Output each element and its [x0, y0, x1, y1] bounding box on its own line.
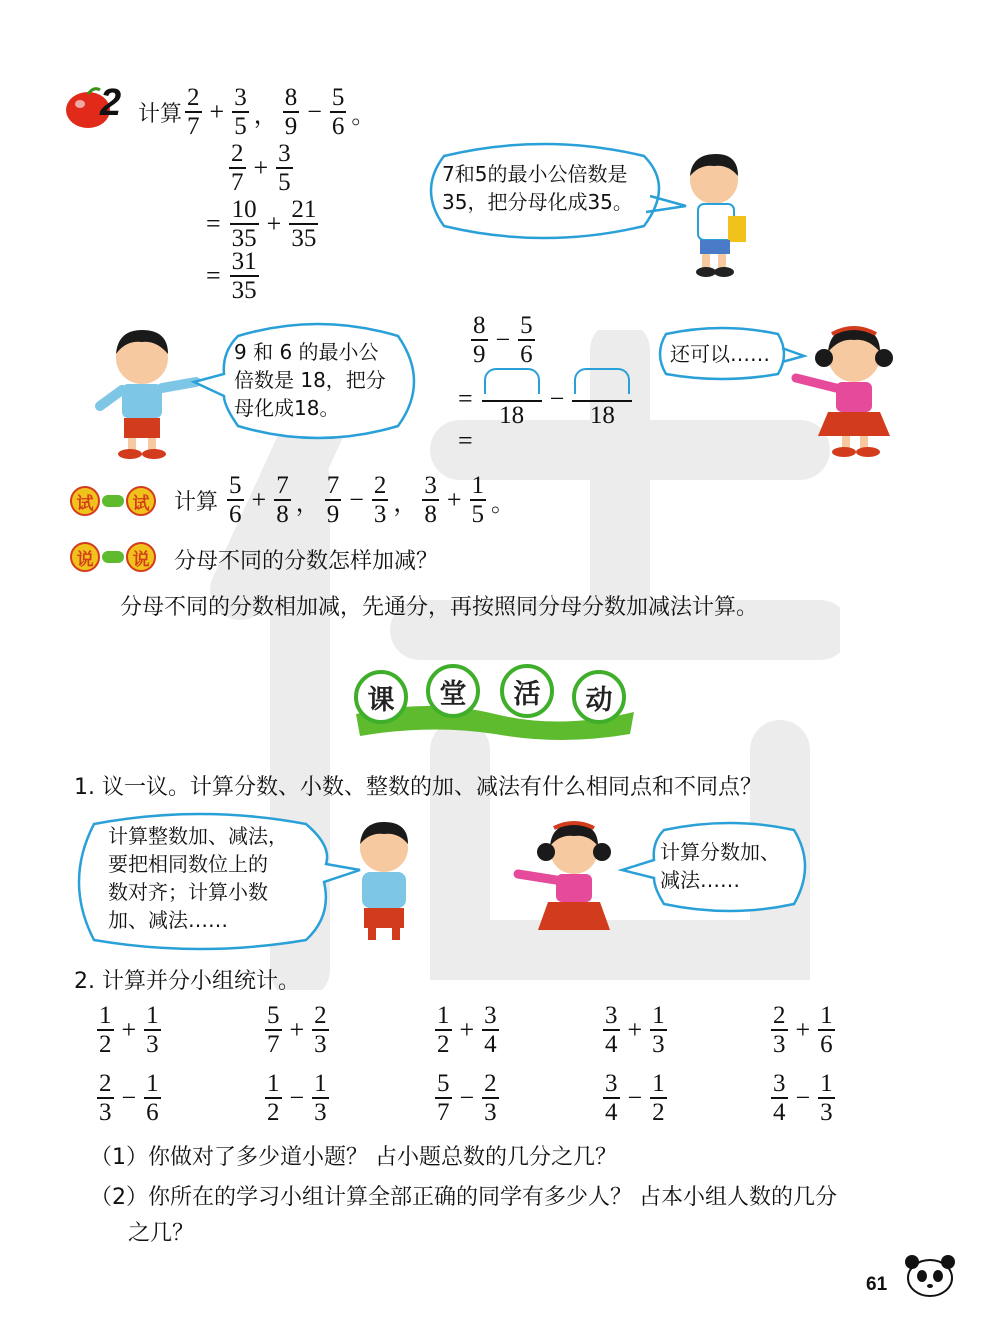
fraction	[471, 312, 488, 368]
example-problem-expr	[182, 84, 377, 140]
numerator: 1	[314, 1070, 327, 1097]
speech-bubble-boy-1	[424, 146, 664, 246]
bubble-line: 加、减法……	[108, 908, 228, 932]
fraction	[771, 1070, 788, 1126]
fraction	[274, 472, 291, 528]
punctuation: 。	[351, 100, 376, 129]
rule-statement: 分母不同的分数相加减，先通分，再按照同分母分数加减法计算。	[120, 595, 759, 620]
operator: −	[121, 1083, 137, 1112]
fraction	[435, 1002, 452, 1058]
question-1: 1. 议一议。计算分数、小数、整数的加、减法有什么相同点和不同点？	[74, 775, 762, 800]
blank-fraction-2: 18	[572, 368, 632, 429]
numerator: 1	[652, 1002, 665, 1029]
denominator: 4	[484, 1031, 497, 1058]
denominator: 4	[605, 1031, 618, 1058]
boy-with-books-illustration	[672, 148, 762, 278]
fraction	[232, 84, 249, 140]
say-question: 分母不同的分数怎样加减？	[174, 549, 439, 574]
banner-letter: 活	[500, 664, 554, 718]
try-problems: 计算 $\frac{5}{6}$ + $\frac{7}{8}$ ， $\frac{7}{9}$ − $\frac{2}{3}$ ， $\frac{3}{8}$ + $\frac{1}{5}$ 。	[174, 472, 516, 528]
say-badge: 说 说	[70, 542, 156, 572]
denominator: 35	[291, 225, 317, 252]
girl-pointing-illustration	[788, 318, 904, 460]
bubble-line: 35，把分母化成35。	[442, 190, 633, 214]
bubble-text: 还可以……	[670, 342, 770, 366]
fraction	[518, 312, 535, 368]
fraction	[312, 1002, 329, 1058]
numerator: 1	[437, 1002, 450, 1029]
example-number-badge	[64, 82, 130, 130]
blank-numerator-2[interactable]	[574, 368, 630, 394]
denominator: 5	[278, 169, 291, 196]
bubble-line: 7和5的最小公倍数是	[442, 162, 628, 186]
numerator: 3	[278, 140, 291, 167]
denominator: 5	[234, 113, 247, 140]
numerator: 2	[373, 472, 387, 499]
exercise-item	[600, 1070, 670, 1126]
numerator: 3	[605, 1002, 618, 1029]
fraction	[422, 472, 439, 528]
fraction	[283, 84, 300, 140]
blank-fraction-1: 18	[482, 368, 542, 429]
second-calc-line-2: = 18 − 18	[458, 368, 635, 429]
fraction	[289, 196, 318, 252]
fraction	[818, 1070, 835, 1126]
fraction	[312, 1070, 329, 1126]
example-problem	[138, 84, 377, 140]
numerator: 21	[291, 196, 317, 223]
denominator: 6	[146, 1099, 159, 1126]
second-calc-line-3: =	[458, 426, 473, 455]
numerator: 1	[146, 1070, 159, 1097]
numerator: 2	[314, 1002, 327, 1029]
exercise-item	[768, 1002, 838, 1058]
numerator: 2	[231, 140, 244, 167]
sub-question-2-line-2: 之几？	[128, 1221, 195, 1246]
exercise-item	[432, 1070, 502, 1126]
fraction	[482, 1070, 499, 1126]
operator: +	[209, 97, 225, 126]
numerator: 3	[234, 84, 247, 111]
denominator: 8	[424, 501, 437, 528]
exercise-item	[262, 1070, 332, 1126]
operator: +	[251, 485, 267, 514]
denominator: 35	[231, 277, 257, 304]
step-3	[206, 248, 262, 304]
fraction	[265, 1070, 282, 1126]
exercise-item	[94, 1070, 164, 1126]
fraction	[97, 1070, 114, 1126]
denominator: 2	[652, 1099, 665, 1126]
numerator: 8	[473, 312, 486, 339]
fraction	[229, 140, 246, 196]
denominator: 3	[373, 501, 387, 528]
operator: +	[266, 209, 282, 238]
speech-bubble-right	[640, 824, 810, 910]
operator: −	[495, 325, 511, 354]
fraction	[144, 1002, 161, 1058]
denominator: 3	[99, 1099, 112, 1126]
numerator: 7	[326, 472, 340, 499]
numerator: 10	[231, 196, 257, 223]
bubble-line: 减法……	[660, 868, 740, 892]
denominator: 35	[231, 225, 257, 252]
sub-question-2-line-1: （2）你所在的学习小组计算全部正确的同学有多少人？ 占本小组人数的几分	[90, 1185, 837, 1210]
numerator: 1	[820, 1070, 833, 1097]
denominator: 9	[326, 501, 340, 528]
punctuation: 。	[491, 488, 516, 517]
step-1	[226, 140, 296, 196]
bubble-line: 母化成18。	[234, 396, 340, 420]
numerator: 5	[267, 1002, 280, 1029]
operator: −	[459, 1083, 475, 1112]
denominator: 7	[437, 1099, 450, 1126]
operator: −	[795, 1083, 811, 1112]
numerator: 2	[773, 1002, 786, 1029]
banner-letter: 课	[354, 670, 408, 724]
exercise-item	[262, 1002, 332, 1058]
denominator: 3	[820, 1099, 833, 1126]
second-calc-line-1	[468, 312, 538, 368]
operator: +	[289, 1015, 305, 1044]
denominator: 8	[276, 501, 289, 528]
banner-letter: 动	[572, 670, 626, 724]
fraction	[470, 472, 487, 528]
numerator: 7	[276, 472, 289, 499]
operator: −	[289, 1083, 305, 1112]
bubble-line: 9 和 6 的最小公	[234, 340, 379, 364]
numerator: 3	[773, 1070, 786, 1097]
punctuation: ，	[393, 488, 418, 517]
denominator: 5	[471, 501, 485, 528]
fraction	[603, 1070, 620, 1126]
bubble-line: 计算整数加、减法，	[108, 824, 288, 848]
numerator: 2	[484, 1070, 497, 1097]
numerator: 1	[267, 1070, 280, 1097]
bubble-line: 倍数是 18，把分	[234, 368, 386, 392]
fraction	[603, 1002, 620, 1058]
boy-standing-illustration	[346, 818, 422, 942]
denominator: 3	[146, 1031, 159, 1058]
fraction	[97, 1002, 114, 1058]
question-2: 2. 计算并分小组统计。	[74, 969, 300, 994]
denominator: 6	[229, 501, 242, 528]
fraction	[227, 472, 244, 528]
blank-numerator-1[interactable]	[484, 368, 540, 394]
fraction	[230, 196, 259, 252]
operator: −	[627, 1083, 643, 1112]
fraction	[435, 1070, 452, 1126]
numerator: 1	[471, 472, 485, 499]
step-2	[206, 196, 321, 252]
denominator: 4	[773, 1099, 786, 1126]
denominator: 3	[652, 1031, 665, 1058]
denominator: 2	[99, 1031, 112, 1058]
speech-bubble-left	[70, 816, 332, 948]
fraction	[265, 1002, 282, 1058]
numerator: 3	[484, 1002, 497, 1029]
fraction	[330, 84, 347, 140]
bubble-line: 数对齐；计算小数	[108, 880, 268, 904]
numerator: 1	[99, 1002, 112, 1029]
equals-sign: =	[206, 261, 221, 290]
fraction	[372, 472, 389, 528]
denominator: 6	[820, 1031, 833, 1058]
denominator: 4	[605, 1099, 618, 1126]
denominator: 2	[437, 1031, 450, 1058]
operator: +	[446, 485, 462, 514]
operator: +	[253, 153, 269, 182]
fraction	[650, 1002, 667, 1058]
denominator: 6	[331, 113, 345, 140]
operator: +	[627, 1015, 643, 1044]
example-number: 2	[100, 82, 122, 124]
boy-pointing-illustration	[92, 326, 202, 460]
operator: −	[307, 97, 322, 126]
banner-letter: 堂	[426, 664, 480, 718]
numerator: 1	[652, 1070, 665, 1097]
denominator: 3	[314, 1099, 327, 1126]
numerator: 1	[146, 1002, 159, 1029]
sub-question-1: （1）你做对了多少道小题？ 占小题总数的几分之几？	[90, 1145, 617, 1170]
girl-standing-illustration	[512, 818, 622, 940]
fraction	[650, 1070, 667, 1126]
numerator: 5	[520, 312, 533, 339]
fraction	[771, 1002, 788, 1058]
try-badge: 试 试	[70, 486, 156, 516]
example-prefix: 计算	[138, 101, 183, 127]
bubble-line: 计算分数加、	[660, 840, 780, 864]
denominator: 7	[267, 1031, 280, 1058]
numerator: 2	[187, 84, 200, 111]
fraction	[482, 1002, 499, 1058]
operator: +	[795, 1015, 811, 1044]
numerator: 5	[331, 84, 345, 111]
denominator: 7	[231, 169, 244, 196]
exercise-item	[600, 1002, 670, 1058]
denominator: 6	[520, 341, 533, 368]
activity-banner	[350, 664, 640, 744]
numerator: 31	[231, 248, 257, 275]
punctuation: ，	[295, 488, 320, 517]
numerator: 3	[605, 1070, 618, 1097]
numerator: 2	[99, 1070, 112, 1097]
bubble-line: 要把相同数位上的	[108, 852, 268, 876]
fraction	[144, 1070, 161, 1126]
speech-bubble-boy-2	[208, 326, 422, 438]
denominator: 3	[773, 1031, 786, 1058]
panda-icon	[900, 1248, 960, 1298]
exercise-item	[768, 1070, 838, 1126]
denominator: 2	[267, 1099, 280, 1126]
numerator: 8	[284, 84, 298, 111]
operator: +	[121, 1015, 137, 1044]
denominator: 9	[284, 113, 298, 140]
denominator: 3	[314, 1031, 327, 1058]
equals-sign: =	[206, 209, 221, 238]
fraction	[818, 1002, 835, 1058]
denominator: 3	[484, 1099, 497, 1126]
speech-bubble-girl	[652, 330, 792, 378]
operator: +	[459, 1015, 475, 1044]
numerator: 5	[437, 1070, 450, 1097]
denominator: 7	[187, 113, 200, 140]
fraction	[276, 140, 293, 196]
operator: −	[349, 485, 364, 514]
fraction	[230, 248, 259, 304]
numerator: 3	[424, 472, 437, 499]
exercise-item	[94, 1002, 164, 1058]
numerator: 5	[229, 472, 242, 499]
fraction	[185, 84, 202, 140]
denominator: 9	[473, 341, 486, 368]
page-number: 61	[866, 1274, 888, 1295]
punctuation: ，	[253, 100, 278, 129]
numerator: 1	[820, 1002, 833, 1029]
exercise-item	[432, 1002, 502, 1058]
fraction	[325, 472, 342, 528]
